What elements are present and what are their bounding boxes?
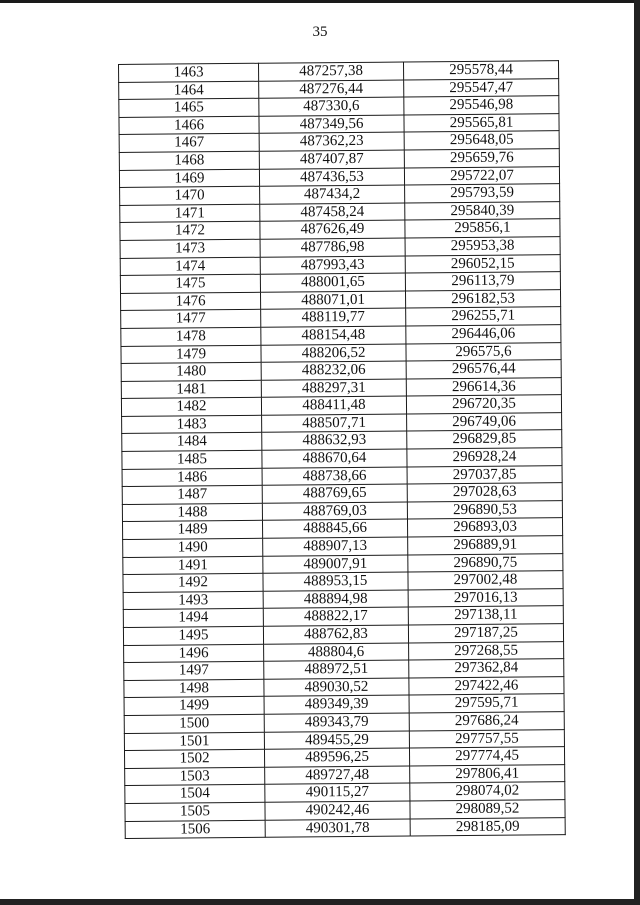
- x-coordinate-cell: 488894,98: [263, 590, 408, 609]
- x-coordinate-cell: 489007,91: [263, 555, 408, 574]
- x-coordinate-cell: 487276,44: [259, 80, 404, 99]
- point-number-cell: 1495: [123, 626, 263, 645]
- x-coordinate-cell: 487434,2: [260, 185, 405, 204]
- y-coordinate-cell: 295659,76: [404, 149, 559, 168]
- y-coordinate-cell: 296575,6: [406, 342, 561, 361]
- x-coordinate-cell: 490242,46: [265, 801, 410, 820]
- point-number-cell: 1469: [119, 169, 259, 188]
- x-coordinate-cell: 488907,13: [263, 537, 408, 556]
- x-coordinate-cell: 488001,65: [260, 273, 405, 292]
- y-coordinate-cell: 295565,81: [404, 113, 559, 132]
- point-number-cell: 1484: [122, 433, 262, 452]
- y-coordinate-cell: 295856,1: [405, 219, 560, 238]
- point-number-cell: 1502: [124, 749, 264, 768]
- point-number-cell: 1475: [120, 274, 260, 293]
- point-number-cell: 1505: [125, 802, 265, 821]
- y-coordinate-cell: 298074,02: [410, 782, 565, 801]
- x-coordinate-cell: 488232,06: [261, 361, 406, 380]
- coordinates-table-body: [119, 61, 566, 839]
- point-number-cell: 1485: [122, 450, 262, 469]
- y-coordinate-cell: 295722,07: [404, 166, 559, 185]
- y-coordinate-cell: 297422,46: [409, 676, 564, 695]
- x-coordinate-cell: 487786,98: [260, 238, 405, 257]
- point-number-cell: 1491: [123, 556, 263, 575]
- point-number-cell: 1499: [124, 697, 264, 716]
- y-coordinate-cell: 297037,85: [407, 465, 562, 484]
- y-coordinate-cell: 296890,75: [408, 553, 563, 572]
- scan-edge-bottom: [0, 899, 640, 905]
- point-number-cell: 1488: [122, 503, 262, 522]
- y-coordinate-cell: 296614,36: [406, 377, 561, 396]
- page-number: 35: [312, 24, 328, 40]
- point-number-cell: 1465: [119, 98, 259, 117]
- x-coordinate-cell: 488769,03: [262, 502, 407, 521]
- x-coordinate-cell: 487330,6: [259, 97, 404, 116]
- y-coordinate-cell: 298089,52: [410, 800, 565, 819]
- point-number-cell: 1500: [124, 714, 264, 733]
- point-number-cell: 1506: [125, 820, 265, 839]
- x-coordinate-cell: 488738,66: [262, 467, 407, 486]
- scan-edge-top: [0, 0, 640, 3]
- y-coordinate-cell: 296446,06: [406, 325, 561, 344]
- y-coordinate-cell: 297686,24: [409, 712, 564, 731]
- x-coordinate-cell: 489727,48: [265, 766, 410, 785]
- y-coordinate-cell: 295578,44: [403, 61, 558, 80]
- y-coordinate-cell: 297138,11: [408, 606, 563, 625]
- point-number-cell: 1480: [121, 362, 261, 381]
- point-number-cell: 1497: [124, 661, 264, 680]
- y-coordinate-cell: 297595,71: [409, 694, 564, 713]
- x-coordinate-cell: 488411,48: [261, 396, 406, 415]
- point-number-cell: 1470: [120, 186, 260, 205]
- point-number-cell: 1482: [121, 398, 261, 417]
- y-coordinate-cell: 296576,44: [406, 360, 561, 379]
- x-coordinate-cell: 489455,29: [264, 731, 409, 750]
- y-coordinate-cell: 296113,79: [405, 272, 560, 291]
- point-number-cell: 1468: [119, 151, 259, 170]
- point-number-cell: 1496: [124, 644, 264, 663]
- y-coordinate-cell: 295547,47: [404, 78, 559, 97]
- x-coordinate-cell: 487626,49: [260, 220, 405, 239]
- x-coordinate-cell: 487407,87: [259, 150, 404, 169]
- y-coordinate-cell: 298185,09: [410, 817, 565, 836]
- x-coordinate-cell: 487993,43: [260, 256, 405, 275]
- point-number-cell: 1503: [125, 767, 265, 786]
- y-coordinate-cell: 297362,84: [409, 659, 564, 678]
- y-coordinate-cell: 297002,48: [408, 571, 563, 590]
- y-coordinate-cell: 296749,06: [407, 413, 562, 432]
- x-coordinate-cell: 490115,27: [265, 783, 410, 802]
- x-coordinate-cell: 489343,79: [264, 713, 409, 732]
- y-coordinate-cell: 295648,05: [404, 131, 559, 150]
- x-coordinate-cell: 489596,25: [264, 748, 409, 767]
- x-coordinate-cell: 488804,6: [264, 643, 409, 662]
- x-coordinate-cell: 488822,17: [263, 607, 408, 626]
- y-coordinate-cell: 296893,03: [407, 518, 562, 537]
- x-coordinate-cell: 488632,93: [262, 431, 407, 450]
- y-coordinate-cell: 297016,13: [408, 588, 563, 607]
- point-number-cell: 1464: [119, 81, 259, 100]
- table-row: [125, 817, 565, 838]
- y-coordinate-cell: 297757,55: [409, 729, 564, 748]
- point-number-cell: 1486: [122, 468, 262, 487]
- point-number-cell: 1490: [123, 538, 263, 557]
- y-coordinate-cell: 297774,45: [409, 747, 564, 766]
- y-coordinate-cell: 296890,53: [407, 500, 562, 519]
- x-coordinate-cell: 488972,51: [264, 660, 409, 679]
- coordinates-table: [118, 60, 566, 839]
- y-coordinate-cell: 296720,35: [406, 395, 561, 414]
- coordinates-table-wrapper: [118, 60, 566, 839]
- x-coordinate-cell: 489349,39: [264, 695, 409, 714]
- point-number-cell: 1487: [122, 486, 262, 505]
- x-coordinate-cell: 487436,53: [259, 168, 404, 187]
- x-coordinate-cell: 488119,77: [261, 308, 406, 327]
- x-coordinate-cell: 487458,24: [260, 203, 405, 222]
- x-coordinate-cell: 488154,48: [261, 326, 406, 345]
- y-coordinate-cell: 297187,25: [408, 624, 563, 643]
- y-coordinate-cell: 297268,55: [409, 641, 564, 660]
- point-number-cell: 1492: [123, 573, 263, 592]
- point-number-cell: 1471: [120, 204, 260, 223]
- x-coordinate-cell: 487349,56: [259, 115, 404, 134]
- point-number-cell: 1463: [119, 63, 259, 82]
- x-coordinate-cell: 488769,65: [262, 484, 407, 503]
- point-number-cell: 1473: [120, 239, 260, 258]
- x-coordinate-cell: 488953,15: [263, 572, 408, 591]
- y-coordinate-cell: 296182,53: [405, 289, 560, 308]
- point-number-cell: 1493: [123, 591, 263, 610]
- point-number-cell: 1483: [122, 415, 262, 434]
- point-number-cell: 1466: [119, 116, 259, 135]
- point-number-cell: 1472: [120, 222, 260, 241]
- x-coordinate-cell: 488670,64: [262, 449, 407, 468]
- point-number-cell: 1478: [121, 327, 261, 346]
- scan-edge-right: [634, 0, 640, 905]
- x-coordinate-cell: 490301,78: [265, 819, 410, 838]
- y-coordinate-cell: 296829,85: [407, 430, 562, 449]
- point-number-cell: 1479: [121, 345, 261, 364]
- x-coordinate-cell: 487257,38: [258, 62, 403, 81]
- point-number-cell: 1494: [123, 609, 263, 628]
- y-coordinate-cell: 295953,38: [405, 237, 560, 256]
- point-number-cell: 1498: [124, 679, 264, 698]
- point-number-cell: 1489: [122, 521, 262, 540]
- point-number-cell: 1474: [120, 257, 260, 276]
- y-coordinate-cell: 296889,91: [408, 536, 563, 555]
- x-coordinate-cell: 488206,52: [261, 343, 406, 362]
- y-coordinate-cell: 296052,15: [405, 254, 560, 273]
- y-coordinate-cell: 295793,59: [405, 184, 560, 203]
- point-number-cell: 1477: [121, 310, 261, 329]
- x-coordinate-cell: 489030,52: [264, 678, 409, 697]
- point-number-cell: 1467: [119, 134, 259, 153]
- point-number-cell: 1504: [125, 785, 265, 804]
- x-coordinate-cell: 488507,71: [262, 414, 407, 433]
- y-coordinate-cell: 295546,98: [404, 96, 559, 115]
- point-number-cell: 1476: [121, 292, 261, 311]
- y-coordinate-cell: 296928,24: [407, 448, 562, 467]
- x-coordinate-cell: 488071,01: [260, 291, 405, 310]
- point-number-cell: 1501: [124, 732, 264, 751]
- point-number-cell: 1481: [121, 380, 261, 399]
- x-coordinate-cell: 488762,83: [263, 625, 408, 644]
- x-coordinate-cell: 488845,66: [262, 519, 407, 538]
- x-coordinate-cell: 487362,23: [259, 132, 404, 151]
- y-coordinate-cell: 297028,63: [407, 483, 562, 502]
- x-coordinate-cell: 488297,31: [261, 379, 406, 398]
- y-coordinate-cell: 296255,71: [406, 307, 561, 326]
- y-coordinate-cell: 297806,41: [410, 764, 565, 783]
- y-coordinate-cell: 295840,39: [405, 201, 560, 220]
